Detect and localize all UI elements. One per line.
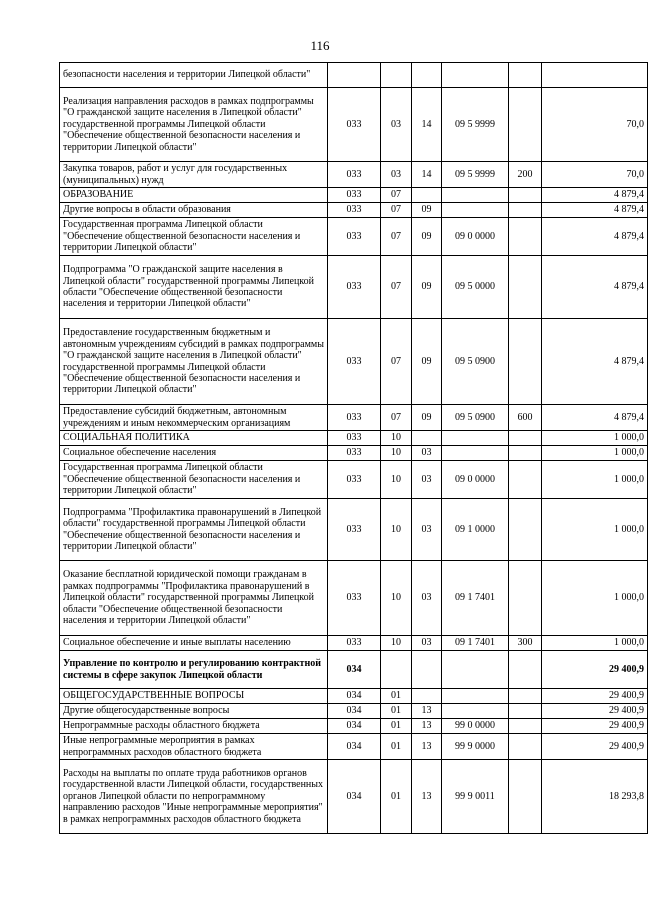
row-expense-type-code [509,689,542,704]
row-amount: 18 293,8 [542,760,648,834]
row-subsection-code [412,651,442,689]
table-row [60,218,648,256]
row-subsection-code: 03 [412,461,442,499]
row-amount: 1 000,0 [542,636,648,651]
row-amount: 70,0 [542,88,648,162]
row-amount: 29 400,9 [542,734,648,760]
row-expense-type-code [509,719,542,734]
row-ved-code: 033 [328,88,381,162]
row-section-code: 10 [381,636,412,651]
row-amount: 4 879,4 [542,218,648,256]
table-row [60,561,648,636]
row-expense-type-code [509,431,542,446]
table-row [60,734,648,760]
row-amount: 1 000,0 [542,431,648,446]
row-name: Иные непрограммные мероприятия в рамках непрограммных расходов областного бюджета [60,734,328,760]
row-target-item-code: 09 0 0000 [442,218,509,256]
row-section-code [381,63,412,88]
table-row [60,88,648,162]
row-section-code: 01 [381,734,412,760]
row-name: Реализация направления расходов в рамках подпрограммы "О гражданской защите населения в Липецкой области" государственной программы Липецкой области "Обеспечение общественной безопасности населения и территории Липецкой области" [60,88,328,162]
row-ved-code: 033 [328,203,381,218]
table-row [60,203,648,218]
row-subsection-code: 09 [412,256,442,319]
row-target-item-code: 09 5 9999 [442,162,509,188]
row-ved-code: 034 [328,719,381,734]
row-ved-code: 033 [328,461,381,499]
row-name: Подпрограмма "О гражданской защите населения в Липецкой области" государственной программы Липецкой области "Обеспечение общественной безопасности населения и территории Липецкой области" [60,256,328,319]
row-subsection-code: 09 [412,203,442,218]
row-amount [542,63,648,88]
row-ved-code: 034 [328,760,381,834]
table-row [60,405,648,431]
row-name: Расходы на выплаты по оплате труда работников органов государственной власти Липецкой области, государственных органов Липецкой области по непрограммному направлению расходов "Иные непрограммные мероприятия" в рамках непрограммных расходов областного бюджета [60,760,328,834]
row-target-item-code: 09 1 7401 [442,561,509,636]
row-amount: 1 000,0 [542,499,648,561]
row-name: ОБРАЗОВАНИЕ [60,188,328,203]
row-target-item-code [442,704,509,719]
row-expense-type-code [509,203,542,218]
row-expense-type-code: 200 [509,162,542,188]
row-target-item-code [442,63,509,88]
row-section-code: 07 [381,405,412,431]
row-section-code: 10 [381,499,412,561]
row-ved-code: 033 [328,188,381,203]
table-row [60,689,648,704]
row-subsection-code [412,63,442,88]
table-row [60,446,648,461]
row-expense-type-code [509,446,542,461]
row-name: Другие общегосударственные вопросы [60,704,328,719]
row-target-item-code: 09 5 9999 [442,88,509,162]
row-amount: 1 000,0 [542,446,648,461]
table-row [60,760,648,834]
row-subsection-code: 14 [412,162,442,188]
row-target-item-code: 09 1 0000 [442,499,509,561]
row-name: Непрограммные расходы областного бюджета [60,719,328,734]
row-amount: 4 879,4 [542,256,648,319]
row-subsection-code: 03 [412,446,442,461]
row-name: Социальное обеспечение и иные выплаты населению [60,636,328,651]
row-name: Оказание бесплатной юридической помощи гражданам в рамках подпрограммы "Профилактика правонарушений в Липецкой области" государственной программы Липецкой области "Обеспечение общественной безопасности населения и территории Липецкой области" [60,561,328,636]
row-section-code: 10 [381,446,412,461]
row-ved-code: 033 [328,256,381,319]
row-section-code: 10 [381,431,412,446]
row-expense-type-code [509,218,542,256]
row-name: Социальное обеспечение населения [60,446,328,461]
row-expense-type-code: 300 [509,636,542,651]
row-ved-code: 033 [328,636,381,651]
row-target-item-code: 09 5 0900 [442,405,509,431]
row-section-code: 01 [381,704,412,719]
row-name: безопасности населения и территории Липецкой области" [60,63,328,88]
row-expense-type-code [509,561,542,636]
table-body [60,63,648,834]
row-target-item-code [442,446,509,461]
row-section-code: 01 [381,760,412,834]
row-target-item-code [442,431,509,446]
row-target-item-code [442,203,509,218]
row-ved-code: 033 [328,431,381,446]
table-row [60,188,648,203]
row-expense-type-code [509,63,542,88]
row-subsection-code: 03 [412,499,442,561]
row-name: Предоставление государственным бюджетным и автономным учреждениям субсидий в рамках подпрограммы "О гражданской защите населения в Липецкой области" государственной программы Липецкой области "Обеспечение общественной безопасности населения и территории Липецкой области" [60,319,328,405]
row-expense-type-code [509,734,542,760]
row-name: СОЦИАЛЬНАЯ ПОЛИТИКА [60,431,328,446]
row-amount: 1 000,0 [542,461,648,499]
row-section-code: 07 [381,188,412,203]
row-amount: 4 879,4 [542,203,648,218]
row-subsection-code: 13 [412,704,442,719]
row-amount: 29 400,9 [542,689,648,704]
row-ved-code: 034 [328,651,381,689]
row-ved-code: 033 [328,162,381,188]
row-target-item-code: 09 0 0000 [442,461,509,499]
row-section-code: 03 [381,162,412,188]
row-ved-code: 033 [328,319,381,405]
table-row [60,256,648,319]
row-expense-type-code [509,188,542,203]
row-subsection-code: 09 [412,319,442,405]
row-target-item-code: 09 5 0900 [442,319,509,405]
row-section-code: 07 [381,203,412,218]
row-name: Подпрограмма "Профилактика правонарушений в Липецкой области" государственной программы Липецкой области "Обеспечение общественной безопасности населения и территории Липецкой области" [60,499,328,561]
row-expense-type-code [509,760,542,834]
row-section-code: 07 [381,218,412,256]
row-subsection-code: 13 [412,719,442,734]
row-section-code: 07 [381,319,412,405]
row-ved-code: 033 [328,561,381,636]
row-subsection-code [412,188,442,203]
row-amount: 1 000,0 [542,561,648,636]
row-ved-code: 034 [328,734,381,760]
row-target-item-code: 09 1 7401 [442,636,509,651]
row-subsection-code: 13 [412,760,442,834]
row-ved-code: 033 [328,405,381,431]
row-ved-code: 034 [328,704,381,719]
table-row [60,499,648,561]
row-amount: 4 879,4 [542,319,648,405]
table-row [60,704,648,719]
row-name: Управление по контролю и регулированию контрактной системы в сфере закупок Липецкой области [60,651,328,689]
row-ved-code: 033 [328,499,381,561]
row-target-item-code: 99 9 0011 [442,760,509,834]
row-subsection-code [412,689,442,704]
row-section-code: 07 [381,256,412,319]
row-ved-code: 033 [328,446,381,461]
row-expense-type-code [509,319,542,405]
row-section-code: 01 [381,689,412,704]
row-expense-type-code [509,704,542,719]
row-amount: 4 879,4 [542,188,648,203]
row-amount: 4 879,4 [542,405,648,431]
row-name: Предоставление субсидий бюджетным, автономным учреждениям и иным некоммерческим организациям [60,405,328,431]
row-expense-type-code [509,256,542,319]
row-expense-type-code [509,461,542,499]
row-target-item-code [442,188,509,203]
table-row [60,636,648,651]
table-row [60,461,648,499]
row-target-item-code [442,651,509,689]
row-target-item-code: 09 5 0000 [442,256,509,319]
row-amount: 29 400,9 [542,651,648,689]
row-amount: 29 400,9 [542,719,648,734]
budget-table [59,62,648,834]
row-subsection-code: 09 [412,405,442,431]
row-section-code [381,651,412,689]
row-subsection-code: 13 [412,734,442,760]
page-number: 116 [310,38,330,53]
row-name: Другие вопросы в области образования [60,203,328,218]
row-ved-code: 033 [328,218,381,256]
row-expense-type-code: 600 [509,405,542,431]
row-section-code: 03 [381,88,412,162]
table-row [60,719,648,734]
row-target-item-code: 99 9 0000 [442,734,509,760]
row-name: Закупка товаров, работ и услуг для государственных (муниципальных) нужд [60,162,328,188]
row-subsection-code: 03 [412,636,442,651]
row-section-code: 10 [381,561,412,636]
row-target-item-code [442,689,509,704]
row-subsection-code: 14 [412,88,442,162]
table-row [60,431,648,446]
table-row [60,162,648,188]
row-ved-code: 034 [328,689,381,704]
table-row [60,651,648,689]
row-amount: 70,0 [542,162,648,188]
row-name: ОБЩЕГОСУДАРСТВЕННЫЕ ВОПРОСЫ [60,689,328,704]
table-row [60,319,648,405]
row-subsection-code: 09 [412,218,442,256]
row-ved-code [328,63,381,88]
row-name: Государственная программа Липецкой области "Обеспечение общественной безопасности населения и территории Липецкой области" [60,218,328,256]
row-subsection-code [412,431,442,446]
row-expense-type-code [509,499,542,561]
row-section-code: 10 [381,461,412,499]
row-name: Государственная программа Липецкой области "Обеспечение общественной безопасности населения и территории Липецкой области" [60,461,328,499]
row-subsection-code: 03 [412,561,442,636]
row-expense-type-code [509,651,542,689]
row-target-item-code: 99 0 0000 [442,719,509,734]
table-row [60,63,648,88]
row-expense-type-code [509,88,542,162]
row-section-code: 01 [381,719,412,734]
row-amount: 29 400,9 [542,704,648,719]
